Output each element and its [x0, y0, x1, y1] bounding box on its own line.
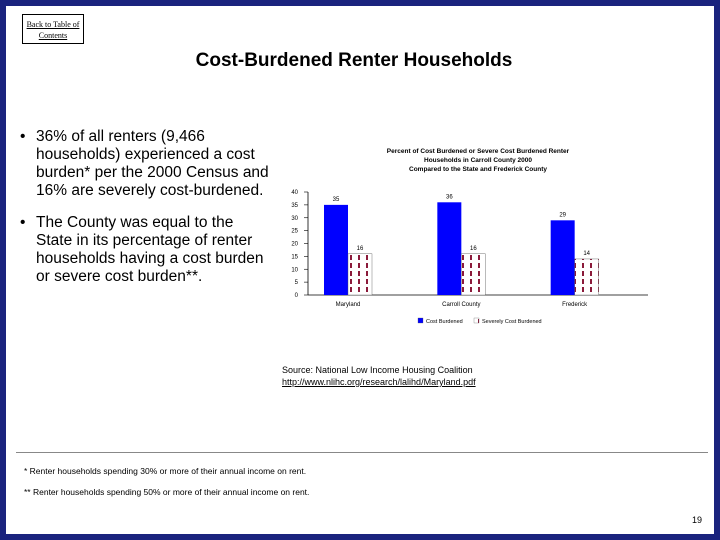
data-label: 16	[469, 245, 477, 252]
y-tick-label: 0	[294, 293, 298, 299]
back-to-toc-link[interactable]: Back to Table of Contents	[22, 14, 84, 44]
legend-label: Severely Cost Burdened	[482, 319, 542, 325]
legend-swatch-severely-cost-burdened	[474, 318, 479, 323]
source-citation	[282, 364, 476, 388]
bullet-item: • 36% of all renters (9,466 households) experienced a cost burden* per the 2000 Census and 16% are severely cost-burdened.	[20, 128, 270, 200]
x-category-label: Carroll County	[442, 302, 481, 308]
bar-severely-cost-burdened	[461, 254, 485, 295]
y-tick-label: 15	[291, 254, 298, 261]
y-tick-label: 35	[291, 202, 298, 209]
bar-severely-cost-burdened	[575, 259, 599, 295]
y-tick-label: 25	[291, 228, 298, 235]
x-category-label: Frederick	[562, 302, 588, 308]
data-label: 36	[445, 194, 453, 201]
chart-title-line: Households in Carroll County 2000	[424, 157, 532, 164]
bullet-list	[20, 128, 270, 300]
bar-cost-burdened	[551, 220, 575, 295]
footnote-severe-burden: ** Renter households spending 50% or more of their annual income on rent.	[24, 487, 310, 497]
y-tick-label: 5	[294, 280, 298, 287]
data-label: 16	[356, 245, 364, 252]
bar-chart	[278, 135, 708, 340]
chart-title-line: Percent of Cost Burdened or Severe Cost Burdened Renter	[386, 148, 570, 155]
slide-title: Cost-Burdened Renter Households	[195, 50, 513, 71]
bar-cost-burdened	[437, 202, 461, 295]
footnote-cost-burden: * Renter households spending 30% or more of their annual income on rent.	[24, 466, 307, 476]
bullet-item: • The County was equal to the State in its percentage of renter households having a cost burden or severe cost burden**.	[20, 214, 270, 286]
source-text: Source: National Low Income Housing Coalition	[282, 365, 473, 375]
data-label: 14	[583, 250, 591, 257]
y-tick-label: 10	[291, 267, 298, 274]
page-number: 19	[691, 515, 702, 525]
legend-swatch-cost-burdened	[418, 318, 423, 323]
data-label: 29	[559, 212, 567, 219]
bar-cost-burdened	[324, 205, 348, 295]
data-label: 35	[332, 196, 340, 203]
y-tick-label: 20	[291, 241, 298, 248]
chart-title-line: Compared to the State and Frederick County	[409, 166, 547, 173]
y-tick-label: 30	[291, 215, 298, 222]
source-link[interactable]: http://www.nlihc.org/research/lalihd/Maryland.pdf	[282, 377, 476, 387]
legend-label: Cost Burdened	[426, 319, 463, 325]
x-category-label: Maryland	[335, 302, 361, 308]
bar-severely-cost-burdened	[348, 254, 372, 295]
y-tick-label: 40	[291, 190, 298, 196]
chart-container	[278, 135, 708, 340]
